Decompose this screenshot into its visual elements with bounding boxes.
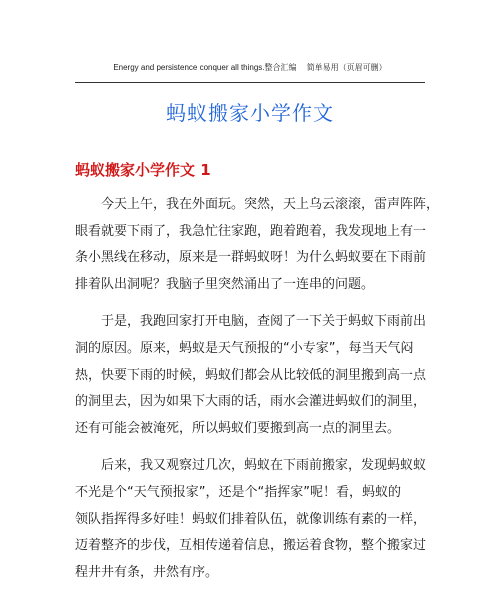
text-line: 还有可能会被淹死，所以蚂蚁们要搬到高一点的洞里去。 xyxy=(75,420,401,436)
header-note: 简单易用（页眉可删） xyxy=(306,63,387,72)
paragraph xyxy=(75,192,440,298)
paragraph xyxy=(75,453,425,586)
header-english: Energy and persistence conquer all things. xyxy=(113,63,265,72)
text-line: 条小黑线在移动，原来是一群蚂蚁呀！为什么蚂蚁要在下雨前 xyxy=(75,250,427,266)
text-line: 洞的原因。原来，蚂蚁是天气预报的“小专家”，每当天气闷 xyxy=(75,340,414,356)
text-line: 程井井有条，井然有序。 xyxy=(75,564,219,580)
text-line: 不光是个“天气预报家”，还是个“指挥家”呢！看，蚂蚁的 xyxy=(75,484,401,500)
document-body xyxy=(75,192,440,597)
text-line: 于是，我跑回家打开电脑，查阅了一下关于蚂蚁下雨前出 xyxy=(101,314,427,330)
text-line: 今天上午，我在外面玩。突然，天上乌云滚滚，雷声阵阵， xyxy=(101,197,440,212)
text-line: 后来，我又观察过几次，蚂蚁在下雨前搬家，发现蚂蚁蚁 xyxy=(101,458,427,474)
header-divider xyxy=(75,82,425,83)
header-chinese: 整合汇编 xyxy=(264,63,297,72)
text-line: 排着队出洞呢？我脑子里突然涌出了一连串的问题。 xyxy=(75,276,375,292)
text-line: 热，快要下雨的时候，蚂蚁们都会从比较低的洞里搬到高一点 xyxy=(75,367,427,383)
paragraph xyxy=(75,309,425,442)
section-title: 蚂蚁搬家小学作文 1 xyxy=(75,161,211,179)
text-line: 领队指挥得多好哇！蚂蚁们排着队伍，就像训练有素的一样， xyxy=(75,511,427,527)
text-line: 的洞里去，因为如果下大雨的话，雨水会灌进蚂蚁们的洞里， xyxy=(75,394,427,410)
text-line: 迈着整齐的步伐，互相传递着信息，搬运着食物，整个搬家过 xyxy=(75,538,427,554)
text-line: 眼看就要下雨了，我急忙往家跑，跑着跑着，我发现地上有一 xyxy=(75,223,427,239)
page-header xyxy=(75,63,425,73)
document-title: 蚂蚁搬家小学作文 xyxy=(166,101,334,125)
